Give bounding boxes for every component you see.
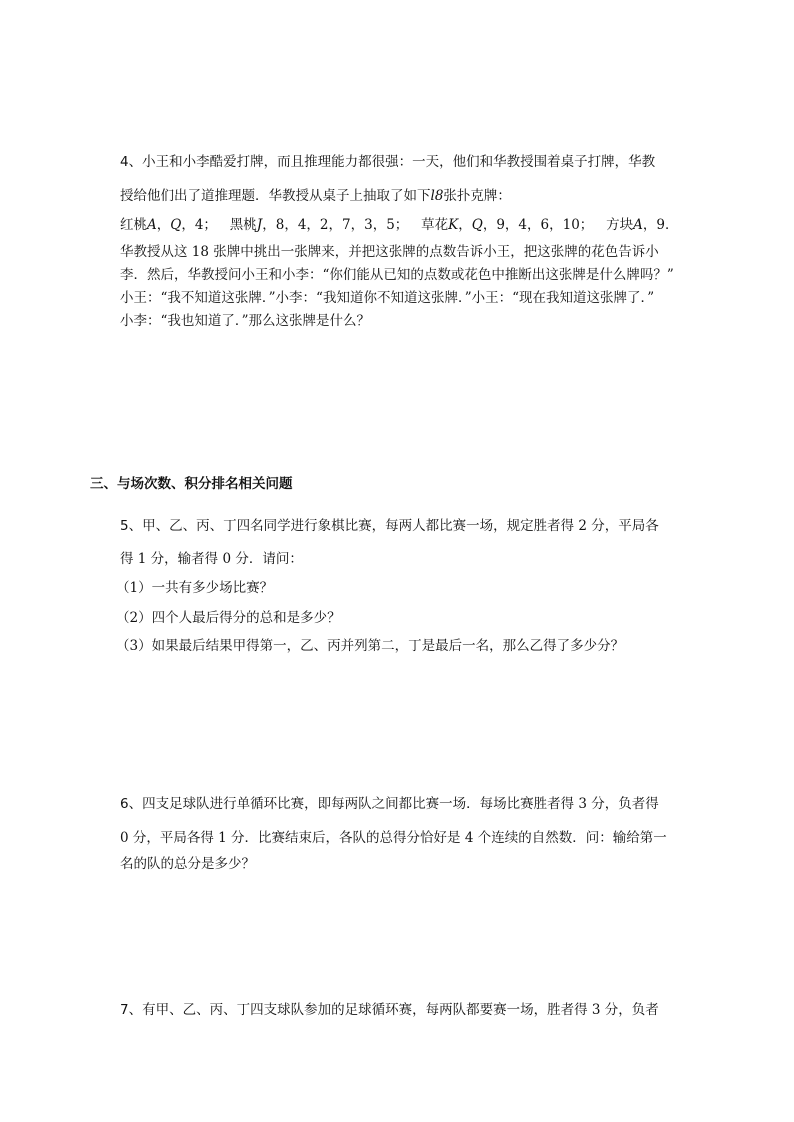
card: J [256, 217, 263, 233]
q6-line-3: 名的队的总分是多少？ [120, 856, 255, 872]
q5-number: 5、 [120, 518, 143, 534]
q6-number: 6、 [120, 796, 143, 812]
card: Q [170, 217, 182, 233]
q7-line-1 [120, 1001, 659, 1019]
card: 7 [342, 217, 351, 233]
q4-line-2 [120, 187, 511, 205]
q7-text-1: 有甲、乙、丙、丁四支球队参加的足球循环赛，每两队都要赛一场，胜者得 3 分，负者 [142, 1002, 659, 1018]
q4-number: 4、 [120, 154, 143, 170]
card: 6 [540, 217, 550, 233]
q4-card-count: l8 [430, 188, 444, 204]
q4-line-4: 华教授从这 18 张牌中挑出一张牌来，并把这张牌的点数告诉小王，把这张牌的花色告诉小 [120, 244, 659, 260]
q6-line-2: 0 分，平局各得 1 分．比赛结束后，各队的总得分恰好是 4 个连续的自然数．问：输给第一 [120, 830, 667, 846]
q5-sub-2: （2）四个人最后得分的总和是多少？ [116, 610, 341, 626]
card: 9 [656, 217, 666, 233]
q5-sub-3: （3）如果最后结果甲得第一，乙、丙并列第二，丁是最后一名，那么乙得了多少分？ [116, 638, 625, 654]
q6-text-1: 四支足球队进行单循环比赛，即每两队之间都比赛一场．每场比赛胜者得 3 分，负者得 [142, 796, 659, 812]
card: 10 [562, 217, 580, 233]
q4-line-1 [120, 153, 655, 171]
card: 5 [386, 217, 395, 233]
q4-line-6: 小王：“我不知道这张牌．”小李：“我知道你不知道这张牌．”小王：“现在我知道这张牌了．” [120, 290, 655, 306]
suit-hearts-label: 红桃 [120, 217, 147, 233]
card: A [633, 217, 643, 233]
card: K [448, 217, 459, 233]
card: 4 [297, 217, 307, 233]
card: A [147, 217, 157, 233]
q4-card-list: 红桃A，Q，4； 黑桃J，8，4，2，7，3，5； 草花K，Q，9，4，6，10； 方块A，9． [120, 217, 679, 233]
suit-clubs-label: 草花 [421, 217, 449, 233]
q4-line-5: 李．然后，华教授问小王和小李：“你们能从已知的点数或花色中推断出这张牌是什么牌吗？” [120, 267, 674, 283]
section-3-heading: 三、与场次数、积分排名相关问题 [90, 476, 293, 492]
q5-line-1 [120, 517, 659, 535]
q4-text-2: 授给他们出了道推理题．华教授从桌子上抽取了如下 [120, 188, 431, 204]
card: 4 [518, 217, 528, 233]
card: 8 [275, 217, 285, 233]
card: Q [471, 217, 483, 233]
q4-text-1: 小王和小李酷爱打牌，而且推理能力都很强：一天，他们和华教授围着桌子打牌，华教 [142, 154, 656, 170]
q5-text-1: 甲、乙、丙、丁四名同学进行象棋比赛，每两人都比赛一场，规定胜者得 2 分，平局各 [142, 518, 659, 534]
card: 9 [496, 217, 505, 233]
card: 3 [364, 217, 373, 233]
suit-diamonds-label: 方块 [606, 217, 634, 233]
q4-line-7: 小李：“我也知道了．”那么这张牌是什么？ [120, 313, 371, 329]
suit-spades-label: 黑桃 [229, 217, 257, 233]
q5-line-2: 得 1 分，输者得 0 分．请问： [120, 551, 303, 567]
q4-text-2-end: 张扑克牌： [443, 188, 511, 204]
q6-line-1 [120, 795, 659, 813]
card: 2 [319, 217, 329, 233]
card: 4 [194, 217, 204, 233]
q5-sub-1: （1）一共有多少场比赛？ [116, 580, 274, 596]
q7-number: 7、 [120, 1002, 143, 1018]
